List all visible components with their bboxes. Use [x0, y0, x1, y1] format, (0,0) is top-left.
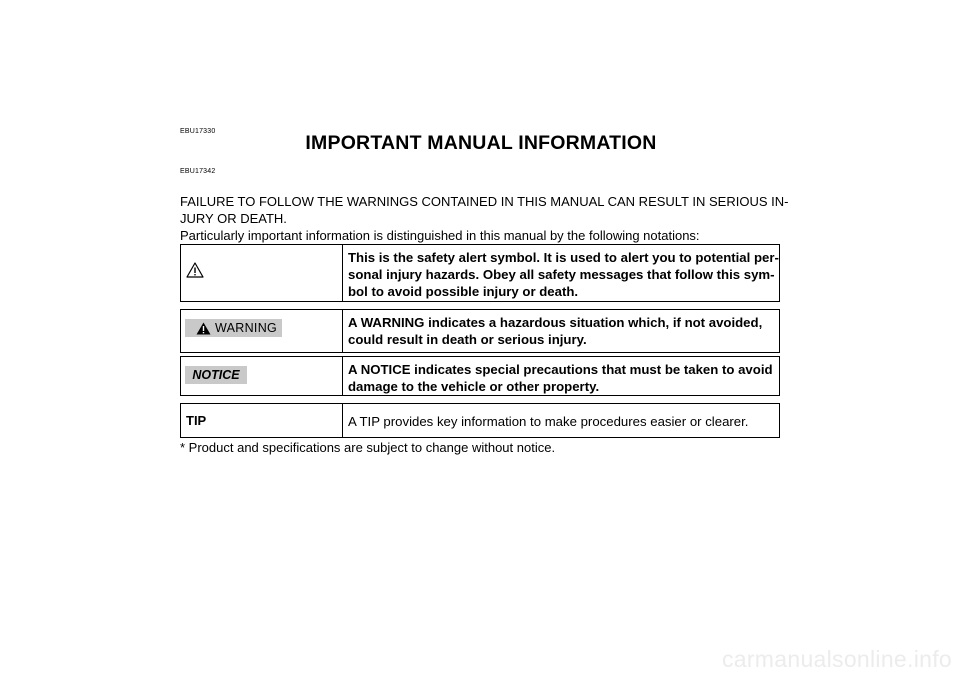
- description-line: damage to the vehicle or other property.: [348, 379, 600, 394]
- intro-line: Particularly important information is distinguished in this manual by the following notations:: [180, 228, 700, 243]
- alert-triangle-icon: [186, 262, 204, 278]
- notation-description: [343, 245, 779, 301]
- notation-symbol-cell: [181, 245, 343, 301]
- document-code-top: EBU17330: [180, 128, 216, 135]
- notation-symbol-cell: [181, 404, 343, 437]
- intro-paragraph: [180, 193, 789, 244]
- tip-label: TIP: [186, 413, 207, 428]
- description-line: bol to avoid possible injury or death.: [348, 284, 579, 299]
- description-line: This is the safety alert symbol. It is used to alert you to potential per-: [348, 250, 779, 265]
- intro-line: FAILURE TO FOLLOW THE WARNINGS CONTAINED IN THIS MANUAL CAN RESULT IN SERIOUS IN-: [180, 194, 789, 209]
- notation-symbol-cell: [181, 357, 343, 395]
- description-line: A NOTICE indicates special precautions that must be taken to avoid: [348, 362, 773, 377]
- description-line: A WARNING indicates a hazardous situation which, if not avoided,: [348, 315, 763, 330]
- notation-description: [343, 357, 779, 395]
- page-title: IMPORTANT MANUAL INFORMATION: [305, 132, 657, 154]
- watermark: carmanualsonline.info: [721, 646, 952, 672]
- footnote: * Product and specifications are subject to change without notice.: [180, 440, 556, 455]
- description-line: A TIP provides key information to make procedures easier or clearer.: [348, 414, 749, 429]
- description-line: could result in death or serious injury.: [348, 332, 587, 347]
- notation-notice: [180, 356, 780, 396]
- notation-safety-alert: [180, 244, 780, 302]
- intro-line: JURY OR DEATH.: [180, 211, 287, 226]
- warning-triangle-icon: [196, 322, 211, 335]
- description-line: sonal injury hazards. Obey all safety messages that follow this sym-: [348, 267, 775, 282]
- notation-warning: [180, 309, 780, 353]
- document-code-bottom: EBU17342: [180, 168, 216, 175]
- warning-label: WARNING: [215, 321, 278, 335]
- warning-badge: [185, 319, 282, 337]
- notation-tip: [180, 403, 780, 438]
- notation-description: [343, 404, 779, 437]
- notation-description: [343, 310, 779, 352]
- notation-symbol-cell: [181, 310, 343, 352]
- notice-badge: NOTICE: [185, 366, 247, 384]
